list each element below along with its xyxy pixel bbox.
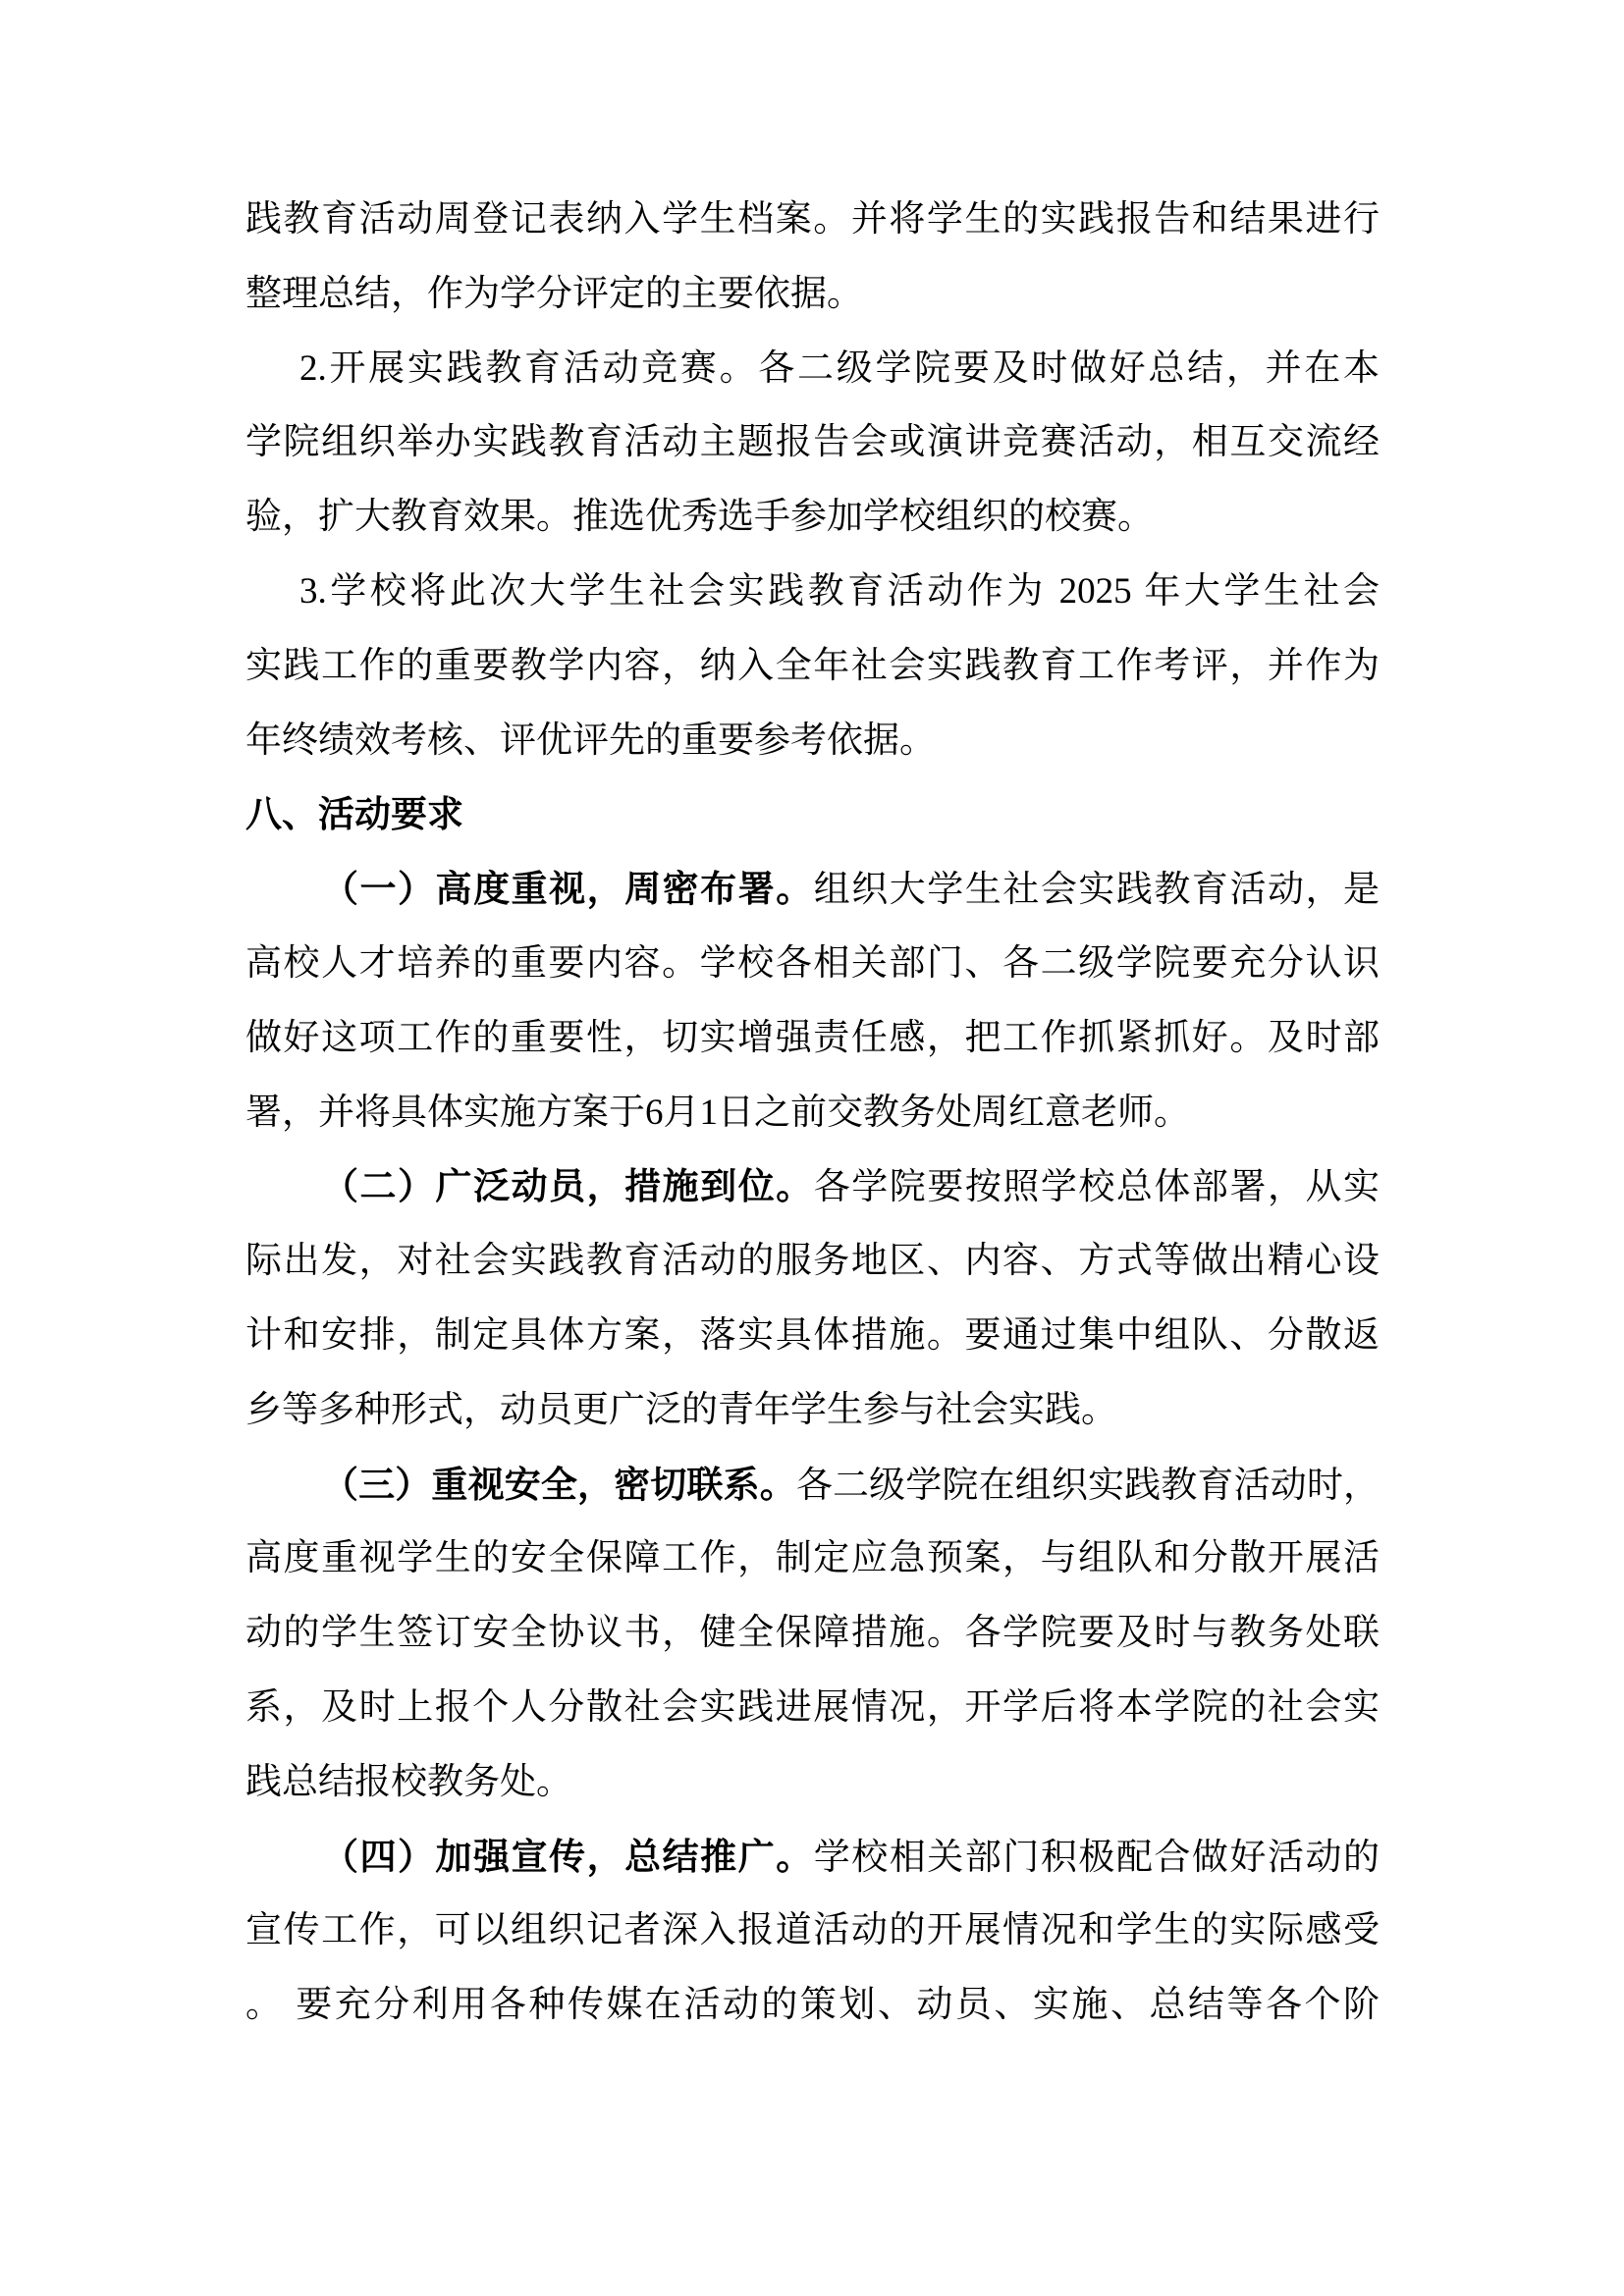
text-segment: 高度重视学生的安全保障工作，制定应急预案，与组队和分散开展活 xyxy=(245,1538,1380,1579)
text-line xyxy=(245,1149,1380,1224)
text-line xyxy=(245,405,1380,480)
text-line xyxy=(245,332,1380,406)
text-segment: 高校人才培养的重要内容。学校各相关部门、各二级学院要充分认识 xyxy=(245,942,1380,984)
text-line xyxy=(245,1224,1380,1299)
text-segment: 际出发，对社会实践教育活动的服务地区、内容、方式等做出精心设 xyxy=(245,1241,1380,1282)
text-segment: 整理总结，作为学分评定的主要依据。 xyxy=(245,273,863,314)
text-line xyxy=(245,1894,1380,1968)
text-segment: 践教育活动周登记表纳入学生档案。并将学生的实践报告和结果进行 xyxy=(245,199,1380,240)
text-line xyxy=(245,1745,1380,1820)
text-segment: 系，及时上报个人分散社会实践进展情况，开学后将本学院的社会实 xyxy=(245,1686,1380,1728)
text-segment: 。 要充分利用各种传媒在活动的策划、动员、实施、总结等各个阶 xyxy=(245,1985,1380,2026)
text-line xyxy=(245,1522,1380,1596)
text-segment: 署，并将具体实施方案于6月1日之前交教务处周红意老师。 xyxy=(245,1092,1190,1133)
text-segment: 学院组织举办实践教育活动主题报告会或演讲竞赛活动，相互交流经 xyxy=(245,422,1380,463)
text-line xyxy=(245,704,1380,778)
text-line xyxy=(245,257,1380,332)
text-line xyxy=(245,1448,1380,1522)
text-segment: 实践工作的重要教学内容，纳入全年社会实践教育工作考评，并作为 xyxy=(245,645,1380,686)
text-line xyxy=(245,1373,1380,1448)
section-heading xyxy=(245,777,1380,852)
text-line xyxy=(245,1076,1380,1150)
text-line xyxy=(245,1596,1380,1671)
bold-lead-segment: 八、活动要求 xyxy=(245,794,463,835)
text-line xyxy=(245,1671,1380,1745)
text-segment: 验，扩大教育效果。推选优秀选手参加学校组织的校赛。 xyxy=(245,497,1154,538)
text-segment: 宣传工作，可以组织记者深入报道活动的开展情况和学生的实际感受 xyxy=(245,1910,1380,1951)
text-segment: 践总结报校教务处。 xyxy=(245,1761,572,1802)
text-line xyxy=(245,1820,1380,1895)
text-line xyxy=(245,852,1380,927)
bold-lead-segment: （一）高度重视，周密布署。 xyxy=(322,869,814,910)
text-segment: 各学院要按照学校总体部署，从实 xyxy=(813,1167,1380,1208)
text-line xyxy=(245,629,1380,704)
bold-lead-segment: （四）加强宣传，总结推广。 xyxy=(322,1836,814,1877)
text-segment: 乡等多种形式，动员更广泛的青年学生参与社会实践。 xyxy=(245,1389,1117,1430)
text-line xyxy=(245,1968,1380,2043)
text-segment: 学校相关部门积极配合做好活动的 xyxy=(813,1837,1380,1878)
text-line xyxy=(245,1001,1380,1076)
text-line xyxy=(245,555,1380,629)
text-line xyxy=(245,183,1380,257)
text-segment: 做好这项工作的重要性，切实增强责任感，把工作抓紧抓好。及时部 xyxy=(245,1017,1380,1058)
text-segment: 2.开展实践教育活动竞赛。各二级学院要及时做好总结，并在本 xyxy=(299,347,1380,389)
document-body xyxy=(245,183,1380,2043)
text-line xyxy=(245,927,1380,1001)
text-segment: 组织大学生社会实践教育活动，是 xyxy=(813,870,1380,911)
text-segment: 动的学生签订安全协议书，健全保障措施。各学院要及时与教务处联 xyxy=(245,1613,1380,1654)
text-segment: 3.学校将此次大学生社会实践教育活动作为 2025 年大学生社会 xyxy=(299,570,1380,612)
text-segment: 各二级学院在组织实践教育活动时， xyxy=(795,1465,1380,1506)
text-segment: 年终绩效考核、评优评先的重要参考依据。 xyxy=(245,720,936,761)
text-line xyxy=(245,480,1380,555)
text-line xyxy=(245,1299,1380,1373)
bold-lead-segment: （三）重视安全，密切联系。 xyxy=(322,1464,796,1505)
bold-lead-segment: （二）广泛动员，措施到位。 xyxy=(322,1166,814,1207)
text-segment: 计和安排，制定具体方案，落实具体措施。要通过集中组队、分散返 xyxy=(245,1314,1380,1356)
